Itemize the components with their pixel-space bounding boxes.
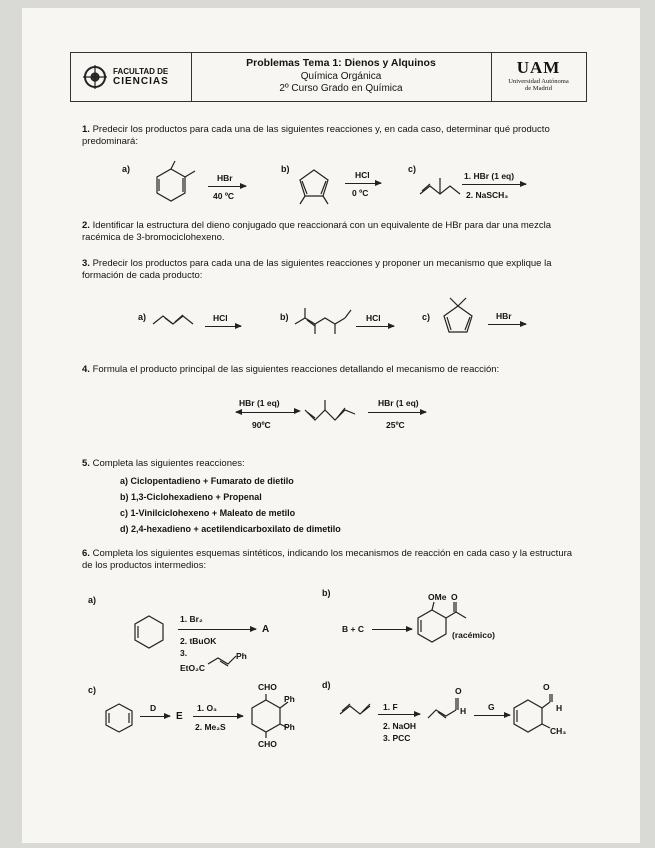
q6-a-product: A [262, 624, 270, 635]
q6-c-product-molecule [248, 694, 288, 738]
q6-c-cho-top: CHO [258, 682, 277, 692]
university-line1: Universidad Autónoma [508, 78, 569, 85]
q6-a-label: a) [88, 595, 97, 605]
q6-b-product-molecule [418, 602, 470, 650]
q6-c-arrow-1 [140, 716, 170, 717]
q3-b-molecule [295, 306, 355, 334]
question-5-text [82, 458, 582, 470]
q6-c-cyclohexadiene [104, 702, 134, 734]
university-logo-cell [491, 53, 586, 101]
q3-a-arrow [205, 326, 241, 327]
q6-a-cyclohexene [132, 614, 166, 650]
q3-b-arrow [356, 326, 394, 327]
question-3-statement: Predecir los productos para cada una de las siguientes reacciones y proponer un mecanismo que explique la formación de cada producto: [82, 258, 552, 281]
q6-a-step3-ph: Ph [236, 651, 247, 661]
q6-d-product-h: H [556, 703, 563, 713]
q6-b-oxygen: O [451, 592, 458, 602]
q5-item-a: a) Ciclopentadieno + Fumarato de dietilo [120, 476, 294, 486]
q4-diene-molecule [305, 400, 355, 426]
q3-b-reagent: HCl [366, 313, 381, 323]
q6-c-step1: 1. O₃ [197, 703, 217, 713]
question-5-statement: Completa las siguientes reacciones: [92, 458, 245, 469]
q6-c-label: c) [88, 685, 97, 695]
q6-d-butadiene [340, 702, 370, 718]
question-4-text [82, 364, 582, 376]
q6-a-step1: 1. Br₂ [180, 614, 203, 624]
q6-d-step1: 1. F [383, 702, 398, 712]
course-title: 2º Curso Grado en Química [279, 83, 403, 94]
q1-c-molecule [420, 176, 460, 200]
subject-title: Química Orgánica [300, 71, 382, 82]
q4-left-reagent-top: HBr (1 eq) [239, 398, 280, 408]
q6-d-product-ch3: CH₃ [550, 726, 567, 736]
question-2-number: 2. [82, 220, 90, 231]
q6-d-product-o: O [543, 682, 550, 692]
q6-d-crotonaldehyde-h: H [460, 706, 467, 716]
title-cell [191, 53, 492, 101]
q1-a-arrow [208, 186, 246, 187]
question-6-statement: Completa los siguientes esquemas sintéticos, indicando los mecanismos de reacción en cada caso y la estructura de los productos intermedios: [82, 548, 573, 571]
q3-a-reagent: HCl [213, 313, 228, 323]
uam-logo: UAM [516, 58, 561, 77]
faculty-line1: FACULTAD DE [113, 67, 169, 76]
q6-c-arrow-2 [193, 716, 243, 717]
question-4-number: 4. [82, 364, 90, 375]
question-1-statement: Predecir los productos para cada una de las siguientes reacciones y, en cada caso, determinar qué producto predominará: [82, 124, 550, 147]
q3-c-label: c) [422, 312, 431, 322]
q3-c-molecule [440, 296, 480, 338]
q6-d-label: d) [322, 680, 331, 690]
faculty-line2: CIENCIAS [113, 76, 169, 87]
q6-a-step3: 3. [180, 648, 188, 658]
question-4-statement: Formula el producto principal de las siguientes reacciones detallando el mecanismo de reacción: [92, 364, 500, 375]
question-6-text [82, 548, 582, 572]
q1-b-arrow [345, 183, 381, 184]
q6-b-racemic-note: (racémico) [452, 630, 495, 640]
q1-a-reagent-bottom: 40 ºC [213, 191, 235, 201]
q4-right-reagent-top: HBr (1 eq) [378, 398, 419, 408]
q6-a-arrow [178, 629, 256, 630]
q1-c-reagent-bottom: 2. NaSCH₃ [466, 190, 509, 200]
question-3-text [82, 258, 582, 282]
question-2-statement: Identificar la estructura del dieno conjugado que reaccionará con un equivalente de HBr para dar una mezcla racémica de 3-bromociclohexeno. [82, 220, 551, 243]
q6-d-step2: 2. NaOH [383, 721, 417, 731]
q6-a-step3-ester: EtO₂C [180, 663, 206, 673]
question-2-text [82, 220, 582, 244]
page-title: Problemas Tema 1: Dienos y Alquinos [246, 57, 436, 69]
q5-item-c: c) 1-Vinilciclohexeno + Maleato de metilo [120, 508, 296, 518]
q6-c-step2: 2. Me₂S [195, 722, 226, 732]
q1-b-reagent-top: HCl [355, 170, 370, 180]
q3-a-molecule [153, 312, 193, 328]
document-header [70, 52, 587, 102]
q1-b-reagent-bottom: 0 ºC [352, 188, 369, 198]
q3-b-label: b) [280, 312, 289, 322]
q3-c-reagent: HBr [496, 311, 512, 321]
q6-c-intermediate-e: E [176, 711, 183, 722]
q6-b-ome: OMe [428, 592, 447, 602]
q1-b-molecule [298, 166, 330, 202]
q6-c-ph-top: Ph [284, 694, 295, 704]
q6-d-arrow-1 [378, 714, 420, 715]
q4-right-reagent-bottom: 25ºC [386, 420, 405, 430]
q1-c-label: c) [408, 164, 417, 174]
q5-item-d: d) 2,4-hexadieno + acetilendicarboxilato de dimetilo [120, 524, 341, 534]
q6-c-cho-bottom: CHO [258, 739, 277, 749]
q1-b-label: b) [281, 164, 290, 174]
faculty-emblem-icon [83, 65, 107, 89]
q3-c-arrow [488, 324, 526, 325]
q1-a-label: a) [122, 164, 131, 174]
question-1-text [82, 124, 582, 148]
question-5-number: 5. [82, 458, 90, 469]
q6-d-crotonaldehyde-o: O [455, 686, 462, 696]
q6-d-arrow-2 [474, 715, 510, 716]
faculty-logo-cell [71, 53, 192, 101]
question-3-number: 3. [82, 258, 90, 269]
q1-a-molecule [155, 165, 195, 207]
question-1-number: 1. [82, 124, 90, 135]
q6-a-step2: 2. tBuOK [180, 636, 217, 646]
q4-left-arrow [236, 412, 294, 413]
q3-a-label: a) [138, 312, 147, 322]
q4-right-arrow [368, 412, 426, 413]
q6-d-step3: 3. PCC [383, 733, 411, 743]
q6-b-arrow [372, 629, 412, 630]
q6-c-ph-bottom: Ph [284, 722, 295, 732]
university-line2: de Madrid [525, 85, 552, 92]
q1-c-reagent-top: 1. HBr (1 eq) [464, 171, 515, 181]
q6-d-reagent-g: G [488, 702, 495, 712]
q6-c-reagent-d: D [150, 703, 157, 713]
q6-b-label: b) [322, 588, 331, 598]
q1-c-arrow [462, 184, 526, 185]
q5-item-b: b) 1,3-Ciclohexadieno + Propenal [120, 492, 262, 502]
q6-b-reactants: B + C [342, 624, 364, 634]
q1-a-reagent-top: HBr [217, 173, 233, 183]
q4-left-reagent-bottom: 90ºC [252, 420, 271, 430]
question-6-number: 6. [82, 548, 90, 559]
q6-a-cinnamate [208, 650, 238, 668]
